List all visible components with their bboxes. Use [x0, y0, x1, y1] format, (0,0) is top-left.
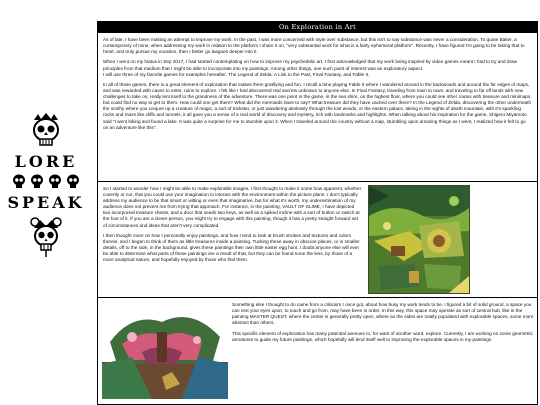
page-title: On Exploration in Art: [97, 21, 538, 33]
section-central-hub: [97, 298, 538, 405]
sidebar-word-top: LORE: [14, 152, 78, 171]
sidebar-word-bottom: SPEAK: [7, 193, 85, 212]
skull-icon: [65, 173, 81, 189]
paragraph: In all of these games, there is a great element of exploration that makes them gratifying and fun. I recall a time playing Fable II where I wandered around in the backwoods and around the far edges of maps, and was rewarded with caves to enter, ruins to explore. I felt like I had discovered real secrets unknown to anyone else. In Final Fantasy, traveling from town to town, and traveling to far off lands with new challenges to take on, really lent itself to the grandness of the adventure. There was one point in the game, in the sea shire, on the highest floor, where you could see other routes with treasure and minimaps, but could find no way to get to them. How could one get there? What did the mermaids have to say? What treasure did they have cached over there? In the Legend of Zelda, discovering the other underneath the smithy where you conjure up a creature of magic, a sort of trickster, or just wandering aimlessly through the lost woods, or the eastern palace, taking in the sights of death mountain, with it's sparkling rocks and maze like cliffs and tunnels, it all gave you a sense of a real world of discovery and mystery, rich with landmarks and highlights. When talking about his inspiration for the game, Shigeru Miyamoto said "I went hiking and found a lake. It was quite a surprise for me to stumble upon it. When I traveled around the country without a map, stumbling upon amazing things as I went, I realized how it felt to go on an adventure like this".: [103, 81, 532, 130]
skull-icon: [47, 173, 63, 189]
painting-image: [102, 302, 228, 399]
section-explorable-text: [103, 186, 362, 268]
painting-image: [368, 185, 470, 294]
skull-icon: [29, 173, 45, 189]
paragraph: Something else I thought to do came from a criticism I once got, about how busy my work tends to be. I figured a bit of solid ground, a space you can rest your eyes upon, to touch and go from, may have been in order. In this way, this space may operate as sort of central hub, like in the painting MASTER QUEST, where the center is generally pretty open, where as the sides are totally populated with explorable spaces, some more abstract than others.: [232, 302, 534, 326]
paragraph: As of late, I have been making an attempt to improve my work. In the past, I was more concerned with style over substance, but this isn't to say substance was never a consideration. To quote Baker, a contemporary of mine, when addressing my work in relation to the platform I share it on, "very substantial work for what is a fairly ephemeral platform". Recently, I have figured I'm going to be taking that to heart, and truly pursue my vocation, then I better go leagues deeper into it.: [103, 37, 525, 55]
paragraph: This specific element of exploration has many potential avenues to, for want of another word, explore. Currently, I am working on some geometric armatures to guide my future paintings, which hopefully will lend itself well to improving the explorable spaces in my paintings.: [232, 330, 533, 342]
sidebar: [0, 110, 92, 258]
paragraph: I then thought more on how I personally enjoy paintings, and how I tend to look at brush strokes and textures and colors therein, and I began to think of them as little treasures inside a painting. Tucking these away in obscure places, or in smaller details, off to the side, in the background, gives these paintings their own little easter egg hunt. I doubt anyone else will ever be able to determine what parts of these paintings are a result of that, but they can be found none the less, by those of a more analytical nature, and hopefully enjoyed by those who find them.: [103, 232, 360, 263]
paragraph: So I started to wonder how I might be able to make explorable images. I first thought to make it some how apparent, whether covertly or not, that you could use your imagination to interact with the environment within the picture plane. I don't typically address my audience to be that smart or witting or even that imaginative, but for what it's worth, my underestimation of my audience does not prevent me from trying that approach. For instance, in the painting, VAULT OF SLIME, I have depicted two incorporeal treasure chests, and a door that needs two keys, as well as a spiked incline with a sort of button or switch at the foot of it. If you are a clever person, you might try to engage with this painting, though it has a pretty straight forward set of circumstances and ideas that aren't very complicated.: [103, 186, 362, 228]
article: [97, 21, 538, 405]
section-intro: [97, 33, 538, 182]
section-explorable-images: [97, 182, 538, 298]
skull-icon: [11, 173, 27, 189]
section-intro-text: [103, 37, 532, 131]
section-hub-text: [232, 302, 534, 347]
paragraph: When I went on my hiatus in Sep 2017, I had started contemplating on how to improve my psychedelic art. I first acknowledged that my work being inspired by video games meant I had to try and draw principles from that medium that I might be able to incorporate into my paintings. Among other things, one such point of interest was an exploratory aspect. I will use three of my favorite games for examples hereafter. The Legend of Zelda: A Link to the Past, Final Fantasy, and Fable II.: [103, 59, 518, 77]
skull-flower-icon: [26, 214, 66, 258]
skull-row: [0, 173, 92, 189]
skull-flower-icon: [26, 110, 66, 150]
